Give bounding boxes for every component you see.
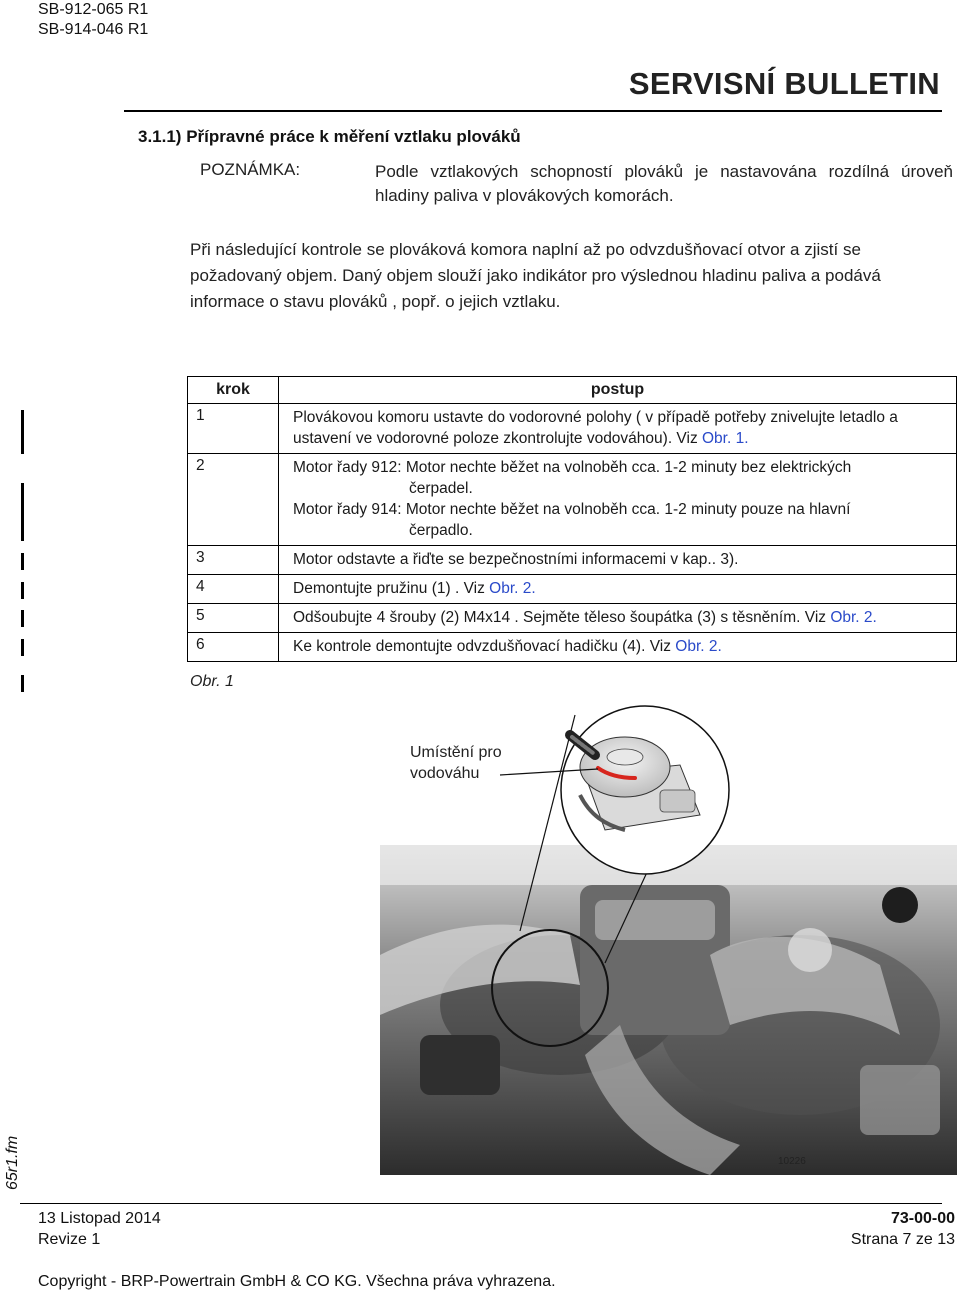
footer-copyright: Copyright - BRP-Powertrain GmbH & CO KG. Všechna práva vyhrazena. (38, 1273, 556, 1290)
step-text (279, 575, 957, 604)
table-header-row (188, 377, 957, 404)
page-title: SERVISNÍ BULLETIN (628, 66, 940, 101)
step-instruction: Ke kontrole demontujte odvzdušňovací hadičku (4). Viz (293, 638, 676, 655)
step-text (279, 633, 957, 662)
procedure-table (187, 376, 957, 662)
column-header-step: krok (188, 377, 279, 404)
step-instruction-continued: čerpadlo. (409, 522, 473, 539)
engine-figure (380, 705, 957, 1175)
footer-date: 13 Listopad 2014 (38, 1210, 161, 1227)
figure-link[interactable]: Obr. 2. (830, 609, 877, 626)
title-divider (124, 110, 942, 112)
figure-reference-number: 10226 (778, 1156, 806, 1167)
figure-link[interactable]: Obr. 1. (702, 430, 749, 447)
change-bar (21, 483, 24, 541)
step-instruction: Motor řady 912: Motor nechte běžet na volnoběh cca. 1-2 minuty bez elektrických (293, 459, 852, 476)
step-text (279, 404, 957, 454)
step-instruction: Demontujte pružinu (1) . Viz (293, 580, 490, 597)
callout-label-line-1: Umístění pro (410, 744, 502, 761)
step-instruction-continued: čerpadel. (409, 480, 473, 497)
footer-doc-code: 73-00-00 (890, 1210, 955, 1227)
change-bar (21, 410, 24, 454)
step-number: 5 (188, 604, 279, 633)
step-instruction: Motor řady 914: Motor nechte běžet na volnoběh cca. 1-2 minuty pouze na hlavní (293, 501, 851, 518)
note-label: POZNÁMKA: (200, 160, 301, 179)
engine-photo (380, 845, 957, 1175)
document-code-1: SB-912-065 R1 (38, 1, 149, 18)
step-number: 2 (188, 454, 279, 546)
figure-link[interactable]: Obr. 2. (489, 580, 536, 597)
step-number: 6 (188, 633, 279, 662)
table-row (188, 633, 957, 662)
change-bar (21, 553, 24, 570)
column-header-procedure: postup (279, 377, 957, 404)
file-tag: 65r1.fm (4, 1135, 21, 1190)
step-text: Motor odstavte a řiďte se bezpečnostními informacemi v kap.. 3). (279, 546, 957, 575)
table-row (188, 454, 957, 546)
step-text (279, 454, 957, 546)
change-bar (21, 639, 24, 656)
change-bar (21, 610, 24, 627)
figure-link[interactable]: Obr. 2. (675, 638, 722, 655)
table-row (188, 575, 957, 604)
step-number: 1 (188, 404, 279, 454)
table-row (188, 546, 957, 575)
table-row (188, 604, 957, 633)
intro-paragraph: Při následující kontrole se plováková komora naplní až po odvzdušňovací otvor a zjistí se požadovaný objem. Daný objem slouží jako indikátor pro výslednou hladinu paliva a podává informace o stavu plováků , popř. o jejich vztlaku. (190, 240, 881, 311)
footer-divider (20, 1203, 942, 1204)
document-code-2: SB-914-046 R1 (38, 21, 149, 38)
footer-page-number: Strana 7 ze 13 (850, 1231, 955, 1248)
footer-revision: Revize 1 (38, 1231, 101, 1248)
table-row (188, 404, 957, 454)
step-text (279, 604, 957, 633)
step-instruction: Plovákovou komoru ustavte do vodorovné polohy ( v případě potřeby znivelujte letadlo a ustavení ve vodorovné poloze zkontrolujte vodováhou). Viz (293, 409, 898, 447)
figure-caption: Obr. 1 (190, 673, 234, 690)
step-instruction: Odšoubujte 4 šrouby (2) M4x14 . Sejměte těleso šoupátka (3) s těsněním. Viz (293, 609, 831, 626)
step-number: 3 (188, 546, 279, 575)
section-heading: 3.1.1) Přípravné práce k měření vztlaku plováků (138, 127, 521, 146)
note-text: Podle vztlakových schopností plováků je nastavována rozdílná úroveň hladiny paliva v plovákových komorách. (375, 162, 953, 205)
change-bar (21, 675, 24, 692)
step-number: 4 (188, 575, 279, 604)
carburetor-inset (561, 706, 729, 874)
change-bar (21, 582, 24, 599)
callout-label-line-2: vodováhu (410, 765, 480, 782)
